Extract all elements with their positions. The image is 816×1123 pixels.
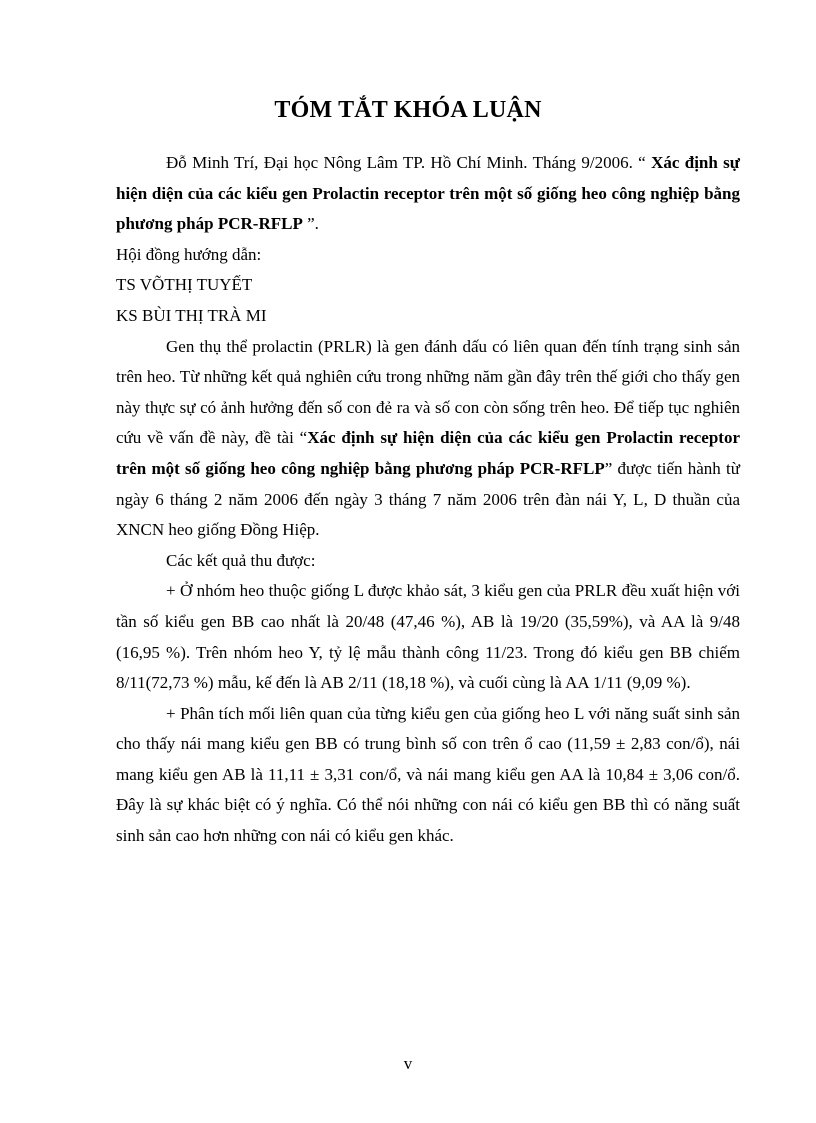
results-item-1: + Ở nhóm heo thuộc giống L được khảo sát, 3 kiểu gen của PRLR đều xuất hiện với tần số kiểu gen BB cao nhất là 20/48 (47,46 %), AB là 19/20 (35,59%), và AA là 9/48 (16,95 %). Trên nhóm heo Y, tỷ lệ mẫu thành công 11/23. Trong đó kiểu gen BB chiếm 8/11(72,73 %) mẫu, kế đến là AB 2/11 (18,18 %), và cuối cùng là AA 1/11 (9,09 %). [116,581,740,693]
background-paragraph [116,332,740,546]
page-title: TÓM TẮT KHÓA LUẬN [274,97,542,123]
advisors-heading: Hội đồng hướng dẫn: [116,244,262,264]
background-thesis-title: Xác định sự hiện diện của các kiểu gen Prolactin receptor trên một số giống heo công nghiệp bằng phương pháp PCR-RFLP [116,428,740,478]
advisor-name-1: TS VÕTHỊ TUYẾT [116,275,253,295]
abstract-body [116,148,740,852]
background-text-b: ” được tiến hành từ ngày 6 tháng 2 năm 2006 đến ngày 3 tháng 7 năm 2006 trên đàn nái Y, L, D thuần của XNCN heo giống Đồng Hiệp. [116,458,740,540]
intro-text: Đỗ Minh Trí, Đại học Nông Lâm TP. Hồ Chí Minh. Tháng 9/2006. “ [166,153,652,172]
intro-closing: ”. [302,214,319,234]
results-item-2: + Phân tích mối liên quan của từng kiểu gen của giống heo L với năng suất sinh sản cho thấy nái mang kiểu gen BB có trung bình số con trên ổ cao (11,59 ± 2,83 con/ổ), nái mang kiểu gen AB là 11,11 ± 3,31 con/ổ, và nái mang kiểu gen AA là 10,84 ± 3,06 con/ổ. Đây là sự khác biệt có ý nghĩa. Có thể nói những con nái có kiểu gen BB thì có năng suất sinh sản cao hơn những con nái có kiểu gen khác. [116,703,740,846]
intro-thesis-title: Xác định sự hiện diện của các kiểu gen Prolactin receptor trên một số giống heo công nghiệp bằng phương pháp PCR-RFLP [116,153,740,234]
page-number: v [403,1054,413,1073]
results-heading: Các kết quả thu được: [166,550,316,570]
intro-paragraph [116,148,740,240]
background-text-a: Gen thụ thể prolactin (PRLR) là gen đánh dấu có liên quan đến tính trạng sinh sản trên heo. Từ những kết quả nghiên cứu trong những năm gần đây trên thế giới cho thấy gen này thực sự có ảnh hưởng đến số con đẻ ra và số con còn sống trên heo. Để tiếp tục nghiên cứu về vấn đề này, đề tài “ [116,336,740,448]
advisor-name-2: KS BÙI THỊ TRÀ MI [116,305,267,325]
